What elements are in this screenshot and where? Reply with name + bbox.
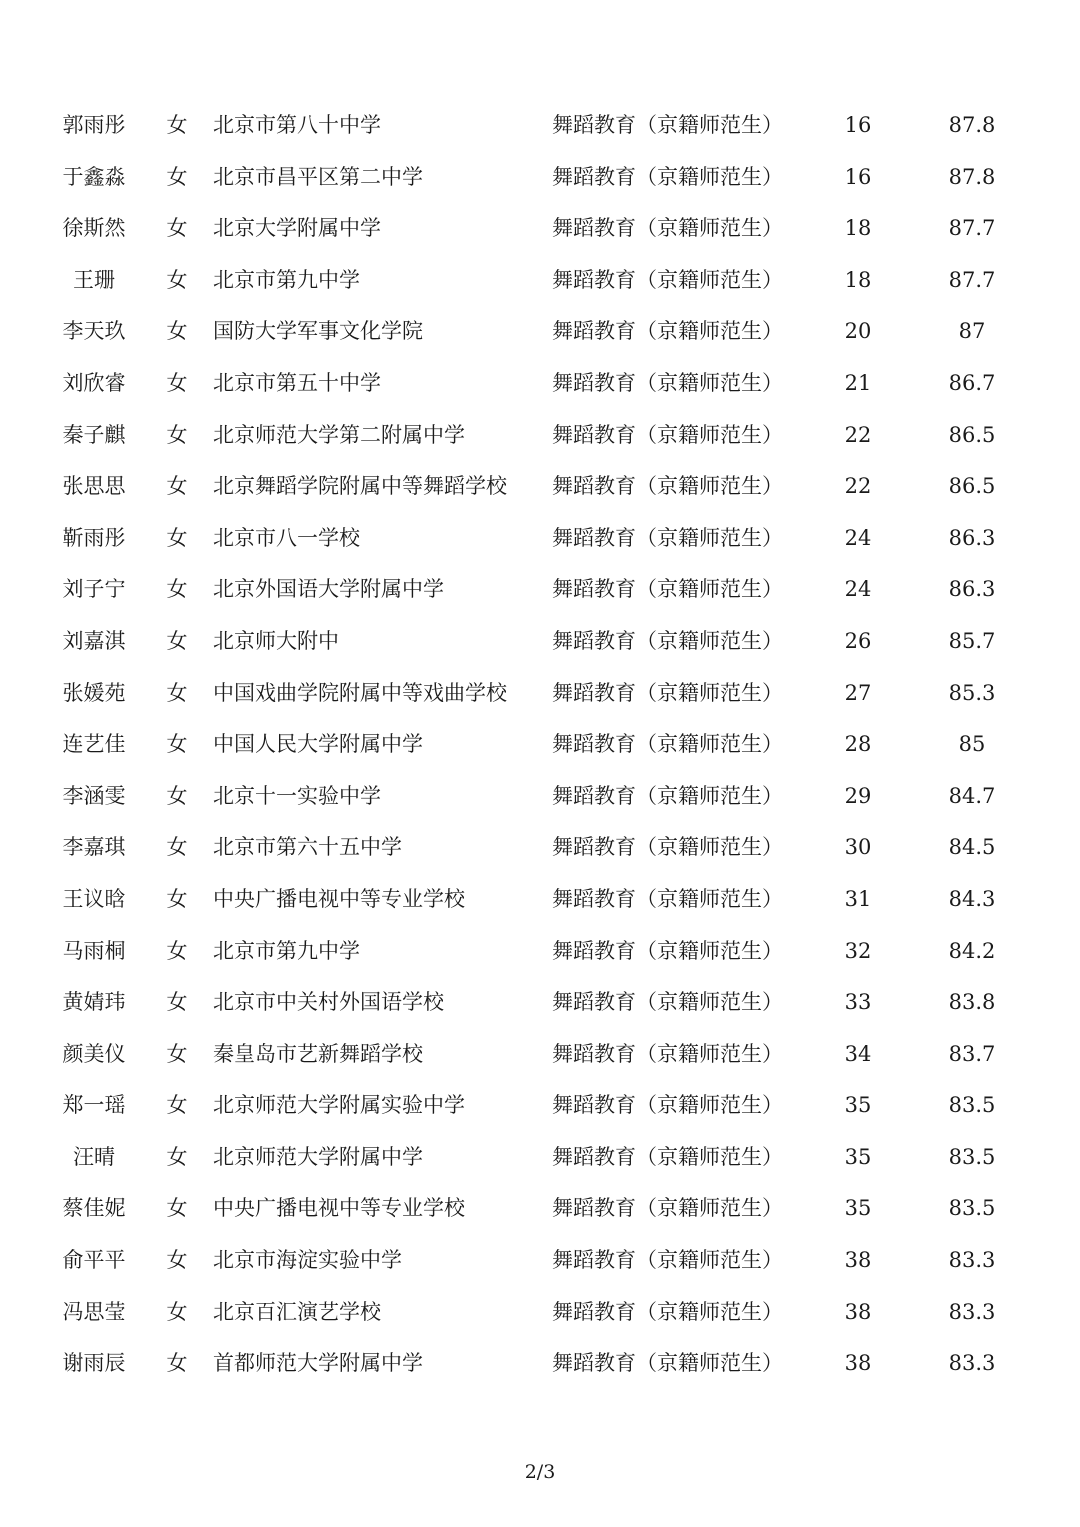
- student-school: 北京外国语大学附属中学: [213, 577, 444, 602]
- student-gender: 女: [166, 474, 188, 499]
- student-score: 85.7: [948, 628, 996, 653]
- student-score: 87.8: [948, 113, 996, 137]
- student-school: 北京师大附中: [213, 628, 339, 653]
- student-major: 舞蹈教育（京籍师范生）: [552, 1351, 783, 1376]
- student-gender: 女: [166, 938, 188, 963]
- student-name: 张思思: [62, 474, 126, 499]
- student-major: 舞蹈教育（京籍师范生）: [552, 835, 783, 860]
- student-name: 靳雨彤: [62, 525, 126, 550]
- student-major: 舞蹈教育（京籍师范生）: [552, 990, 783, 1015]
- table-row: [0, 1132, 1080, 1184]
- table-row: [0, 513, 1080, 565]
- student-name: 王议晗: [62, 886, 126, 911]
- student-score: 87.8: [948, 164, 996, 189]
- student-major: 舞蹈教育（京籍师范生）: [552, 113, 783, 137]
- student-score: 84.5: [948, 835, 996, 860]
- student-school: 北京市第九中学: [213, 267, 360, 292]
- student-gender: 女: [166, 319, 188, 344]
- student-score: 84.2: [948, 938, 996, 963]
- student-major: 舞蹈教育（京籍师范生）: [552, 474, 783, 499]
- student-rank: 21: [844, 370, 872, 395]
- student-gender: 女: [166, 1093, 188, 1118]
- student-gender: 女: [166, 577, 188, 602]
- student-major: 舞蹈教育（京籍师范生）: [552, 1093, 783, 1118]
- student-school: 国防大学军事文化学院: [213, 319, 423, 344]
- student-score: 86.7: [948, 370, 996, 395]
- student-name: 李嘉琪: [62, 835, 126, 860]
- student-gender: 女: [166, 1144, 188, 1169]
- student-gender: 女: [166, 113, 188, 137]
- student-school: 首都师范大学附属中学: [213, 1351, 423, 1376]
- student-school: 北京市中关村外国语学校: [213, 990, 444, 1015]
- student-gender: 女: [166, 1041, 188, 1066]
- student-rank: 26: [844, 628, 872, 653]
- table-row: [0, 771, 1080, 823]
- student-major: 舞蹈教育（京籍师范生）: [552, 938, 783, 963]
- table-row: [0, 1235, 1080, 1287]
- student-school: 北京师范大学附属中学: [213, 1144, 423, 1169]
- page-number: 2/3: [524, 1461, 556, 1483]
- table-row: [0, 564, 1080, 616]
- student-school: 中国人民大学附属中学: [213, 732, 423, 757]
- student-name: 张媛苑: [62, 680, 126, 705]
- student-major: 舞蹈教育（京籍师范生）: [552, 267, 783, 292]
- table-row: [0, 977, 1080, 1029]
- student-name: 郑一瑶: [62, 1093, 126, 1118]
- student-name: 蔡佳妮: [62, 1196, 126, 1221]
- student-name: 冯思莹: [62, 1299, 126, 1324]
- student-score: 83.3: [948, 1248, 996, 1273]
- student-score: 83.3: [948, 1299, 996, 1324]
- student-major: 舞蹈教育（京籍师范生）: [552, 370, 783, 395]
- student-rank: 29: [844, 783, 872, 808]
- student-score: 85: [958, 732, 986, 757]
- student-school: 中央广播电视中等专业学校: [213, 1196, 465, 1221]
- student-score: 83.8: [948, 990, 996, 1015]
- student-score: 83.5: [948, 1144, 996, 1169]
- student-score: 86.3: [948, 525, 996, 550]
- student-school: 中央广播电视中等专业学校: [213, 886, 465, 911]
- student-gender: 女: [166, 783, 188, 808]
- student-school: 秦皇岛市艺新舞蹈学校: [213, 1041, 423, 1066]
- student-major: 舞蹈教育（京籍师范生）: [552, 319, 783, 344]
- student-score: 87.7: [948, 216, 996, 241]
- student-gender: 女: [166, 680, 188, 705]
- student-major: 舞蹈教育（京籍师范生）: [552, 216, 783, 241]
- table-row: [0, 822, 1080, 874]
- student-school: 中国戏曲学院附属中等戏曲学校: [213, 680, 507, 705]
- student-name: 俞平平: [62, 1248, 126, 1273]
- student-rank: 22: [844, 422, 872, 447]
- student-school: 北京市第八十中学: [213, 113, 381, 137]
- student-score: 86.5: [948, 474, 996, 499]
- student-gender: 女: [166, 1248, 188, 1273]
- student-school: 北京市昌平区第二中学: [213, 164, 423, 189]
- student-name: 李涵雯: [62, 783, 126, 808]
- student-rank: 16: [844, 113, 872, 137]
- student-major: 舞蹈教育（京籍师范生）: [552, 1144, 783, 1169]
- student-gender: 女: [166, 835, 188, 860]
- table-row: [0, 1029, 1080, 1081]
- student-rank: 27: [844, 680, 872, 705]
- student-name: 郭雨彤: [62, 113, 126, 137]
- student-gender: 女: [166, 422, 188, 447]
- student-rank: 18: [844, 267, 872, 292]
- table-row: [0, 358, 1080, 410]
- student-name: 颜美仪: [62, 1041, 126, 1066]
- student-school: 北京百汇演艺学校: [213, 1299, 381, 1324]
- student-major: 舞蹈教育（京籍师范生）: [552, 783, 783, 808]
- student-major: 舞蹈教育（京籍师范生）: [552, 1196, 783, 1221]
- table-row: [0, 461, 1080, 513]
- student-rank: 34: [844, 1041, 872, 1066]
- student-score: 86.5: [948, 422, 996, 447]
- table-row: [0, 1183, 1080, 1235]
- student-school: 北京市八一学校: [213, 525, 360, 550]
- student-score: 86.3: [948, 577, 996, 602]
- student-score: 87: [958, 319, 986, 344]
- table-row: [0, 926, 1080, 978]
- student-school: 北京师范大学第二附属中学: [213, 422, 465, 447]
- student-rank: 30: [844, 835, 872, 860]
- student-name: 刘子宁: [62, 577, 126, 602]
- student-gender: 女: [166, 1299, 188, 1324]
- student-gender: 女: [166, 267, 188, 292]
- student-major: 舞蹈教育（京籍师范生）: [552, 1299, 783, 1324]
- table-row: [0, 719, 1080, 771]
- student-major: 舞蹈教育（京籍师范生）: [552, 525, 783, 550]
- student-gender: 女: [166, 1196, 188, 1221]
- student-score: 87.7: [948, 267, 996, 292]
- table-row: [0, 616, 1080, 668]
- student-gender: 女: [166, 525, 188, 550]
- student-rank: 35: [844, 1093, 872, 1118]
- student-major: 舞蹈教育（京籍师范生）: [552, 1248, 783, 1273]
- table-row: [0, 203, 1080, 255]
- student-name: 连艺佳: [62, 732, 126, 757]
- table-row: [0, 306, 1080, 358]
- student-name: 刘嘉淇: [62, 628, 126, 653]
- student-major: 舞蹈教育（京籍师范生）: [552, 628, 783, 653]
- student-list: [0, 100, 1080, 1390]
- student-name: 王珊: [73, 267, 115, 292]
- student-rank: 38: [844, 1299, 872, 1324]
- table-row: [0, 1338, 1080, 1390]
- student-school: 北京舞蹈学院附属中等舞蹈学校: [213, 474, 507, 499]
- student-major: 舞蹈教育（京籍师范生）: [552, 886, 783, 911]
- student-gender: 女: [166, 990, 188, 1015]
- table-row: [0, 1287, 1080, 1339]
- table-row: [0, 255, 1080, 307]
- student-school: 北京大学附属中学: [213, 216, 381, 241]
- student-major: 舞蹈教育（京籍师范生）: [552, 680, 783, 705]
- student-major: 舞蹈教育（京籍师范生）: [552, 732, 783, 757]
- student-name: 黄婧玮: [62, 990, 126, 1015]
- student-name: 于鑫淼: [62, 164, 126, 189]
- table-row: [0, 668, 1080, 720]
- student-school: 北京十一实验中学: [213, 783, 381, 808]
- student-school: 北京市第九中学: [213, 938, 360, 963]
- student-rank: 24: [844, 577, 872, 602]
- student-rank: 18: [844, 216, 872, 241]
- student-school: 北京市海淀实验中学: [213, 1248, 402, 1273]
- table-row: [0, 874, 1080, 926]
- student-score: 84.3: [948, 886, 996, 911]
- table-row: [0, 100, 1080, 152]
- student-rank: 38: [844, 1248, 872, 1273]
- student-school: 北京师范大学附属实验中学: [213, 1093, 465, 1118]
- student-name: 马雨桐: [62, 938, 126, 963]
- student-rank: 38: [844, 1351, 872, 1376]
- student-school: 北京市第六十五中学: [213, 835, 402, 860]
- student-name: 徐斯然: [62, 216, 126, 241]
- student-score: 85.3: [948, 680, 996, 705]
- student-rank: 35: [844, 1144, 872, 1169]
- student-rank: 32: [844, 938, 872, 963]
- student-rank: 33: [844, 990, 872, 1015]
- student-major: 舞蹈教育（京籍师范生）: [552, 1041, 783, 1066]
- student-rank: 24: [844, 525, 872, 550]
- student-name: 秦子麒: [62, 422, 126, 447]
- student-rank: 28: [844, 732, 872, 757]
- table-row: [0, 152, 1080, 204]
- student-name: 李天玖: [62, 319, 126, 344]
- student-gender: 女: [166, 164, 188, 189]
- student-gender: 女: [166, 732, 188, 757]
- student-rank: 22: [844, 474, 872, 499]
- student-name: 谢雨辰: [62, 1351, 126, 1376]
- student-major: 舞蹈教育（京籍师范生）: [552, 577, 783, 602]
- table-row: [0, 410, 1080, 462]
- student-gender: 女: [166, 1351, 188, 1376]
- student-score: 83.5: [948, 1196, 996, 1221]
- student-gender: 女: [166, 216, 188, 241]
- student-rank: 31: [844, 886, 872, 911]
- student-score: 83.7: [948, 1041, 996, 1066]
- student-name: 汪晴: [73, 1144, 115, 1169]
- student-rank: 16: [844, 164, 872, 189]
- student-gender: 女: [166, 886, 188, 911]
- student-major: 舞蹈教育（京籍师范生）: [552, 422, 783, 447]
- student-score: 83.3: [948, 1351, 996, 1376]
- student-rank: 35: [844, 1196, 872, 1221]
- student-score: 83.5: [948, 1093, 996, 1118]
- student-gender: 女: [166, 628, 188, 653]
- student-school: 北京市第五十中学: [213, 370, 381, 395]
- student-rank: 20: [844, 319, 872, 344]
- student-major: 舞蹈教育（京籍师范生）: [552, 164, 783, 189]
- student-name: 刘欣睿: [62, 370, 126, 395]
- student-score: 84.7: [948, 783, 996, 808]
- table-row: [0, 1080, 1080, 1132]
- student-gender: 女: [166, 370, 188, 395]
